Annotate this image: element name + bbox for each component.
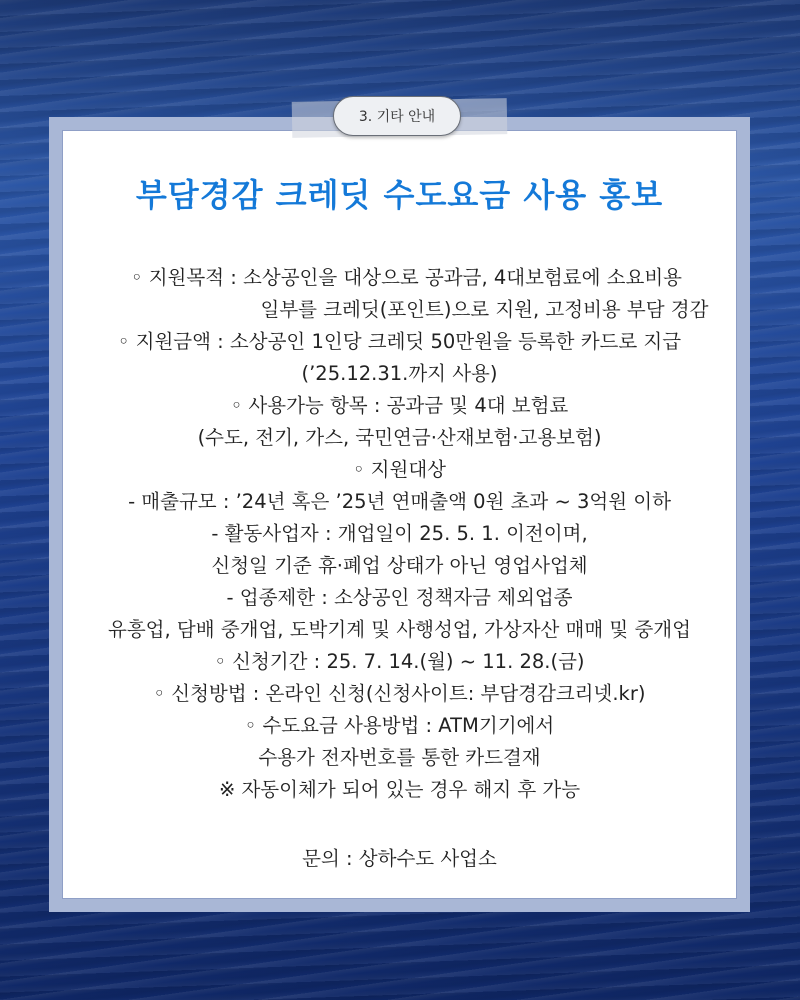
line-amount: ◦ 지원금액 : 소상공인 1인당 크레딧 50만원을 등록한 카드로 지급 bbox=[117, 330, 682, 353]
line-period: ◦ 신청기간 : 25. 7. 14.(월) ~ 11. 28.(금) bbox=[214, 650, 585, 673]
notice-body bbox=[62, 262, 737, 806]
line-note: ※ 자동이체가 되어 있는 경우 해지 후 가능 bbox=[218, 778, 581, 801]
line-method: ◦ 신청방법 : 온라인 신청(신청사이트: 부담경감크리넷.kr) bbox=[153, 682, 646, 705]
line-restriction-cont: 유흥업, 담배 중개업, 도박기계 및 사행성업, 가상자산 매매 및 중개업 bbox=[108, 618, 691, 641]
line-sales: - 매출규모 : ’24년 혹은 ’25년 연매출액 0원 초과 ~ 3억원 이하 bbox=[128, 490, 671, 513]
line-usage-cont: 수용가 전자번호를 통한 카드결재 bbox=[258, 746, 541, 769]
section-badge: 3. 기타 안내 bbox=[333, 96, 461, 136]
line-purpose-cont: 일부를 크레딧(포인트)으로 지원, 고정비용 부담 경감 bbox=[260, 298, 709, 321]
line-active: - 활동사업자 : 개업일이 25. 5. 1. 이전이며, bbox=[211, 522, 588, 545]
line-target: ◦ 지원대상 bbox=[352, 458, 447, 481]
line-items-cont: (수도, 전기, 가스, 국민연금·산재보험·고용보험) bbox=[197, 426, 602, 449]
line-restriction: - 업종제한 : 소상공인 정책자금 제외업종 bbox=[226, 586, 573, 609]
page-title: 부담경감 크레딧 수도요금 사용 홍보 bbox=[135, 176, 664, 214]
line-purpose: ◦ 지원목적 : 소상공인을 대상으로 공과금, 4대보험료에 소요비용 bbox=[131, 266, 682, 289]
line-amount-cont: (’25.12.31.까지 사용) bbox=[301, 362, 498, 385]
line-usage: ◦ 수도요금 사용방법 : ATM기기에서 bbox=[244, 714, 555, 737]
contact-info: 문의 : 상하수도 사업소 bbox=[302, 847, 497, 870]
line-items: ◦ 사용가능 항목 : 공과금 및 4대 보험료 bbox=[230, 394, 569, 417]
line-active-cont: 신청일 기준 휴·폐업 상태가 아닌 영업사업체 bbox=[211, 554, 588, 577]
